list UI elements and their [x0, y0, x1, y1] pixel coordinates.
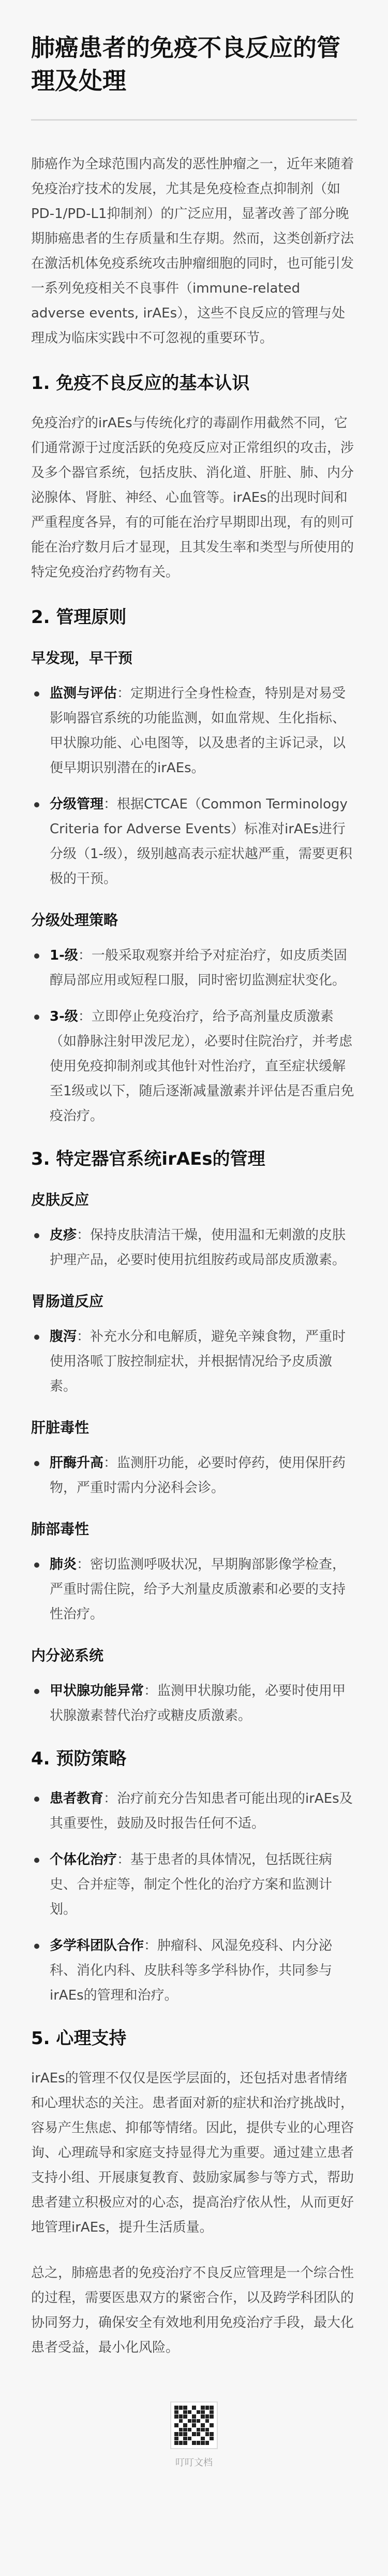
section-3-list-lung [31, 1552, 357, 1627]
section-3-sub-lung: 肺部毒性 [31, 1521, 89, 1538]
section-3-sub-skin: 皮肤反应 [31, 1191, 89, 1208]
section-2-heading: 2. 管理原则 [31, 607, 127, 628]
bullet-dot-icon [34, 691, 39, 697]
section-2-list-2 [31, 943, 357, 1128]
section-3-list-gi [31, 1324, 357, 1399]
section-2-sub-1: 早发现，早干预 [31, 649, 133, 667]
list-item: 多学科团队合作：肿瘤科、风湿免疫科、内分泌科、消化内科、皮肤科等多学科协作，共同参与irAEs的管理和治疗。 [31, 1933, 357, 2008]
bullet-dot-icon [34, 1944, 39, 1949]
title-divider [31, 119, 357, 121]
bullet-dot-icon [34, 1858, 39, 1863]
list-item: 监测与评估：定期进行全身性检查，特别是对易受影响器官系统的功能监测，如血常规、生化指标、甲状腺功能、心电图等，以及患者的主诉记录，以便早期识别潜在的irAEs。 [31, 681, 357, 780]
bullet-dot-icon [34, 1797, 39, 1802]
list-item: 3-级：立即停止免疫治疗，给予高剂量皮质激素（如静脉注射甲泼尼龙），必要时住院治疗，并考虑使用免疫抑制剂或其他针对性治疗，直至症状缓解至1级或以下，随后逐渐减量激素并评估是否重启免疫治疗。 [31, 1004, 357, 1128]
section-5-paragraph-2: 总之，肺癌患者的免疫治疗不良反应管理是一个综合性的过程，需要医患双方的紧密合作，以及跨学科团队的协同努力，确保安全有效地利用免疫治疗手段，最大化患者受益，最小化风险。 [31, 2265, 354, 2355]
qr-code-icon[interactable] [170, 2401, 218, 2449]
section-3-sub-gi: 胃肠道反应 [31, 1293, 104, 1310]
section-1-paragraph: 免疫治疗的irAEs与传统化疗的毒副作用截然不同，它们通常源于过度活跃的免疫反应对正常组织的攻击，涉及多个器官系统，包括皮肤、消化道、肝脏、肺、内分泌腺体、肾脏、神经、心血管等。irAEs的出现时间和严重程度各异，有的可能在治疗早期即出现，有的则可能在治疗数月后才显现，且其发生率和类型与所使用的特定免疫治疗药物有关。 [31, 415, 354, 580]
bullet-dot-icon [34, 1335, 39, 1340]
list-item: 甲状腺功能异常：监测甲状腺功能，必要时使用甲状腺激素替代治疗或糖皮质激素。 [31, 1678, 357, 1728]
section-3-sub-liver: 肝脏毒性 [31, 1419, 89, 1436]
bullet-dot-icon [34, 1233, 39, 1238]
section-4-heading: 4. 预防策略 [31, 1748, 127, 1769]
section-1-heading: 1. 免疫不良反应的基本认识 [31, 373, 250, 394]
section-4-list [31, 1786, 357, 2008]
section-5-paragraph-1: irAEs的管理不仅仅是医学层面的，还包括对患者情绪和心理状态的关注。患者面对新的症状和治疗挑战时，容易产生焦虑、抑郁等情绪。因此，提供专业的心理咨询、心理疏导和家庭支持显得尤为重要。通过建立患者支持小组、开展康复教育、鼓励家属参与等方式，帮助患者建立积极应对的心态，提高治疗依从性，从而更好地管理irAEs，提升生活质量。 [31, 2071, 354, 2235]
bullet-dot-icon [34, 802, 39, 807]
section-5-heading: 5. 心理支持 [31, 2028, 127, 2049]
bullet-dot-icon [34, 1015, 39, 1020]
section-2-sub-2: 分级处理策略 [31, 911, 118, 929]
list-item: 个体化治疗：基于患者的具体情况，包括既往病史、合并症等，制定个性化的治疗方案和监测计划。 [31, 1847, 357, 1922]
list-item: 肝酶升高：监测肝功能，必要时停药，使用保肝药物，严重时需内分泌科会诊。 [31, 1451, 357, 1500]
bullet-dot-icon [34, 1689, 39, 1694]
section-3-list-liver [31, 1451, 357, 1500]
footer-brand: 叮叮文档 [175, 2457, 213, 2468]
list-item: 皮疹：保持皮肤清洁干燥，使用温和无刺激的皮肤护理产品，必要时使用抗组胺药或局部皮质激素。 [31, 1223, 357, 1272]
list-item: 1-级：一般采取观察并给予对症治疗，如皮质类固醇局部应用或短程口服，同时密切监测症状变化。 [31, 943, 357, 993]
section-3-list-skin [31, 1223, 357, 1272]
bullet-dot-icon [34, 953, 39, 959]
footer [31, 2381, 357, 2487]
list-item: 分级管理：根据CTCAE（Common Terminology Criteria for Adverse Events）标准对irAEs进行分级（1-级），级别越高表示症状越严重，需要更积极的干预。 [31, 792, 357, 891]
intro-paragraph: 肺癌作为全球范围内高发的恶性肿瘤之一，近年来随着免疫治疗技术的发展，尤其是免疫检查点抑制剂（如PD-1/PD-L1抑制剂）的广泛应用，显著改善了部分晚期肺癌患者的生存质量和生存期。然而，这类创新疗法在激活机体免疫系统攻击肿瘤细胞的同时，也可能引发一系列免疫相关不良事件（immune-related adverse events, irAEs），这些不良反应的管理与处理成为临床实践中不可忽视的重要环节。 [31, 156, 354, 346]
section-2-list-1 [31, 681, 357, 891]
page-title: 肺癌患者的免疫不良反应的管理及处理 [31, 34, 340, 95]
section-3-sub-endocrine: 内分泌系统 [31, 1647, 104, 1664]
section-3-list-endocrine [31, 1678, 357, 1728]
list-item: 腹泻：补充水分和电解质，避免辛辣食物，严重时使用洛哌丁胺控制症状，并根据情况给予皮质激素。 [31, 1324, 357, 1399]
list-item: 肺炎：密切监测呼吸状况，早期胸部影像学检查，严重时需住院，给予大剂量皮质激素和必要的支持性治疗。 [31, 1552, 357, 1627]
section-3-heading: 3. 特定器官系统irAEs的管理 [31, 1149, 265, 1169]
list-item: 患者教育：治疗前充分告知患者可能出现的irAEs及其重要性，鼓励及时报告任何不适。 [31, 1786, 357, 1836]
bullet-dot-icon [34, 1562, 39, 1568]
bullet-dot-icon [34, 1461, 39, 1466]
